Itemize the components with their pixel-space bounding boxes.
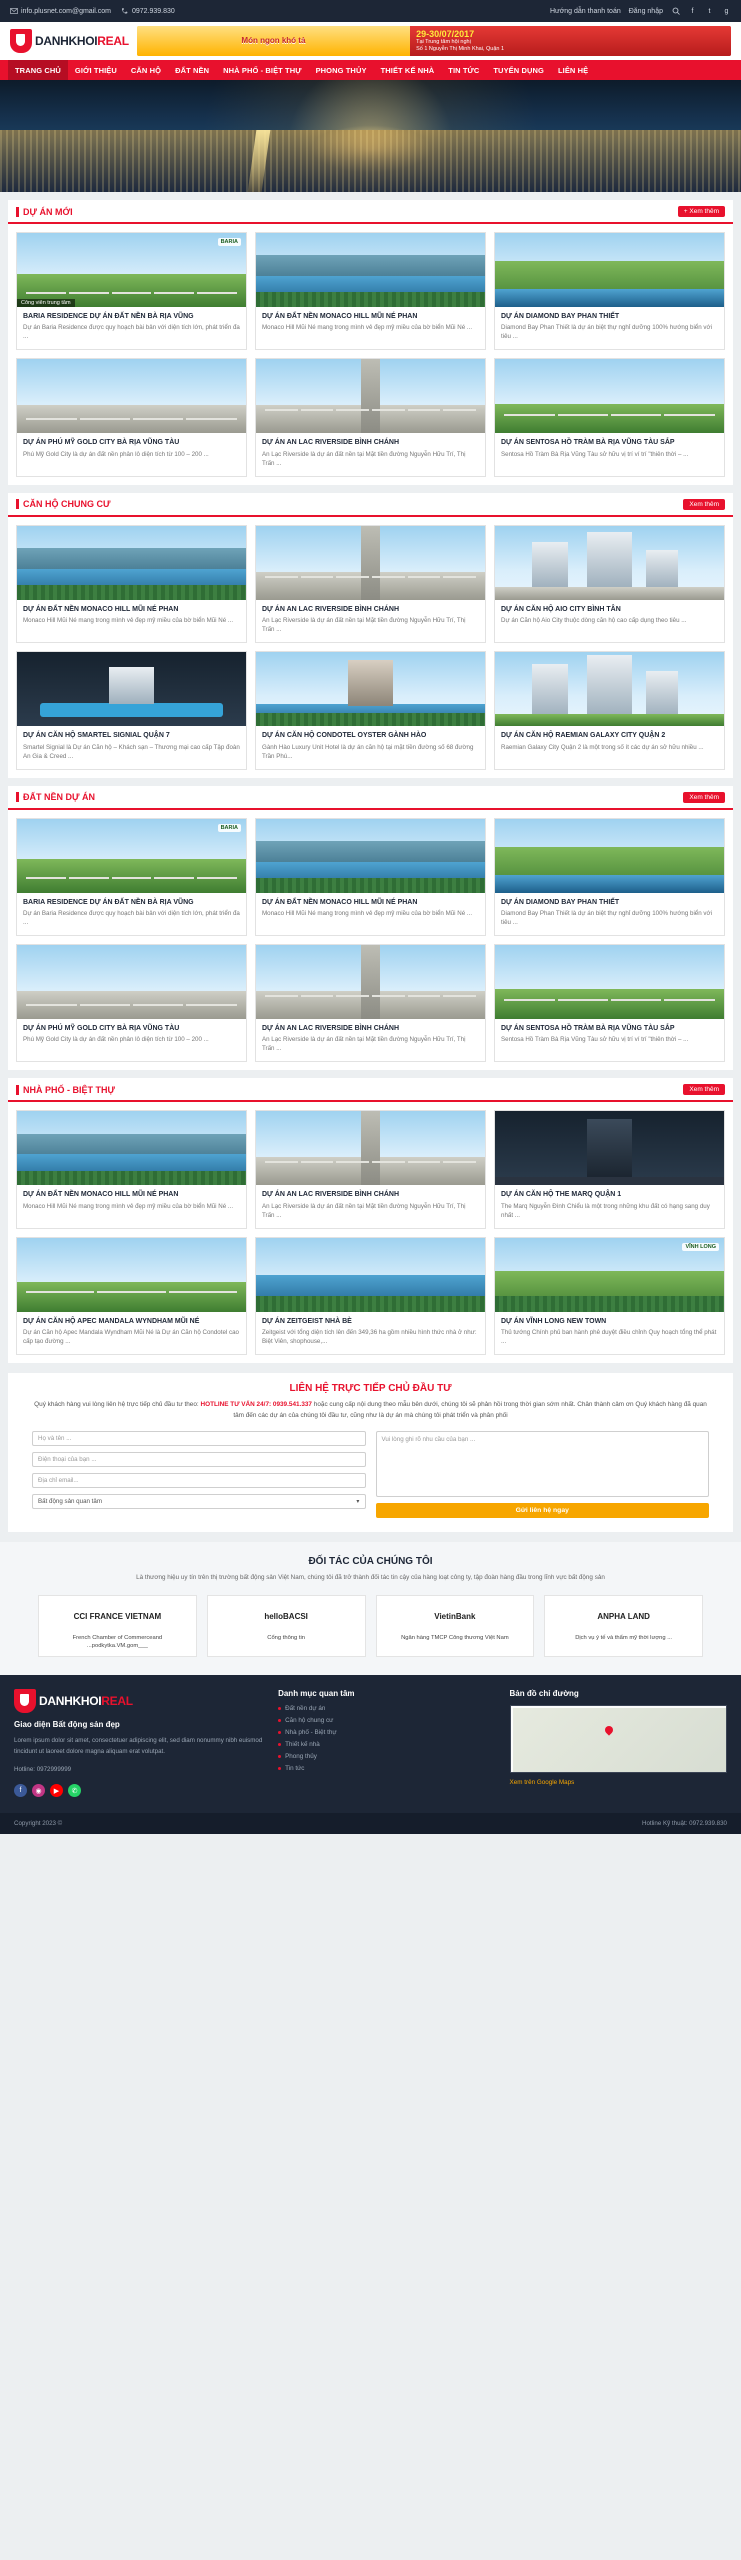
- footer-logo-primary: DANHKHOI: [39, 1694, 102, 1709]
- search-icon[interactable]: [671, 7, 680, 16]
- card-title[interactable]: DỰ ÁN PHÚ MỸ GOLD CITY BÀ RỊA VŨNG TÀU: [23, 439, 180, 447]
- footer-category-item[interactable]: [278, 1741, 495, 1748]
- card-image[interactable]: [17, 359, 246, 433]
- nav-item-8[interactable]: TUYỂN DỤNG: [493, 65, 544, 75]
- card-title[interactable]: DỰ ÁN DIAMOND BAY PHAN THIẾT: [501, 898, 620, 906]
- card-image-art: [256, 652, 485, 726]
- section-title: ĐẤT NỀN DỰ ÁN: [16, 792, 95, 802]
- card-image-art: [17, 1111, 246, 1185]
- card-image[interactable]: [256, 526, 485, 600]
- phone-icon: [121, 7, 129, 15]
- card-description: Dự án Căn hộ Aio City thuộc dòng căn hộ cao cấp dụng theo tiêu ...: [501, 617, 687, 625]
- header-banner-ad[interactable]: [137, 26, 731, 56]
- project-card[interactable]: [255, 944, 486, 1062]
- phone-contact[interactable]: [121, 7, 175, 15]
- card-description: Phú Mỹ Gold City là dự án đất nền phân lô diện tích từ 100 – 200 ...: [23, 1036, 209, 1044]
- card-description: Dự án Baria Residence được quy hoạch bài bản với diện tích lớn, phát triển đa ...: [23, 324, 240, 341]
- contact-lead-1: Quý khách hàng vui lòng liên hệ trực tiếp chủ đầu tư theo:: [34, 1401, 199, 1409]
- top-bar-right: [550, 7, 731, 16]
- card-image[interactable]: [495, 1111, 724, 1185]
- card-body: [17, 433, 246, 466]
- card-image-art: [495, 233, 724, 307]
- nav-item-3[interactable]: ĐẤT NỀN: [175, 65, 210, 75]
- card-body: [256, 600, 485, 642]
- footer-logo-text: [39, 1694, 133, 1708]
- card-title[interactable]: DỰ ÁN DIAMOND BAY PHAN THIẾT: [501, 313, 620, 320]
- card-image-art: [495, 359, 724, 433]
- card-image-art: [256, 1238, 485, 1312]
- partner-card[interactable]: [207, 1595, 366, 1658]
- section-title: CĂN HỘ CHUNG CƯ: [16, 499, 110, 509]
- interest-select[interactable]: [32, 1494, 366, 1509]
- section-more-button[interactable]: Xem thêm: [683, 1084, 725, 1095]
- card-body: [495, 1312, 724, 1354]
- card-title[interactable]: DỰ ÁN CĂN HỘ THE MARQ QUẬN 1: [501, 1191, 622, 1199]
- partner-name: Dịch vụ ý tế và thẩm mỹ thời lượng ...: [575, 1634, 673, 1641]
- card-description: An Lạc Riverside là dự án đất nền tại Mặt tiền đường Nguyễn Hữu Trí, Thị Trấn ...: [262, 1202, 466, 1219]
- card-title[interactable]: DỰ ÁN ĐẤT NỀN MONACO HILL MŨI NÉ PHAN: [262, 898, 418, 906]
- project-card[interactable]: [494, 358, 725, 476]
- project-card[interactable]: [255, 525, 486, 643]
- top-bar-left: [10, 7, 175, 15]
- support-hotline-text: Hotline Kỹ thuật: 0972.939.830: [642, 1820, 727, 1828]
- card-description: Monaco Hill Mũi Né mang trong mình vẻ đẹp mỹ miều của bờ biển Mũi Né ...: [23, 617, 234, 625]
- card-title[interactable]: DỰ ÁN VĨNH LONG NEW TOWN: [501, 1317, 607, 1325]
- card-image-art: [17, 359, 246, 433]
- card-body: [17, 1019, 246, 1052]
- footer-category-item[interactable]: [278, 1705, 495, 1712]
- site-header: [0, 22, 741, 60]
- card-body: [495, 1019, 724, 1052]
- card-body: [256, 1185, 485, 1227]
- card-title[interactable]: DỰ ÁN ZEITGEIST NHÀ BÈ: [262, 1317, 352, 1325]
- section-title: DỰ ÁN MỚI: [16, 207, 73, 217]
- project-card[interactable]: [494, 1110, 725, 1228]
- nav-item-2[interactable]: CĂN HỘ: [130, 65, 162, 75]
- image-brand-logo: BARIA: [218, 238, 241, 246]
- card-description: Monaco Hill Mũi Né mang trong mình vẻ đẹp mỹ miều của bờ biển Mũi Né ...: [23, 1202, 234, 1210]
- banner-ad-date: 29-30/07/2017: [416, 29, 475, 40]
- youtube-icon[interactable]: ▶: [50, 1784, 63, 1797]
- banner-ad-line2: Số 1 Nguyễn Thị Minh Khai, Quận 1: [416, 46, 505, 52]
- footer-categories-title: Danh mục quan tâm: [278, 1689, 355, 1699]
- card-body: [495, 600, 724, 633]
- card-body: [17, 726, 246, 768]
- card-image-art: [256, 233, 485, 307]
- footer-socials: [14, 1784, 264, 1797]
- card-title[interactable]: DỰ ÁN SENTOSA HỒ TRÀM BÀ RỊA VŨNG TÀU SẮP: [501, 439, 675, 447]
- mail-icon: [10, 7, 18, 15]
- project-card[interactable]: [16, 818, 247, 936]
- section-header: [8, 200, 733, 224]
- card-description: Diamond Bay Phan Thiết là dự án biệt thự nghỉ dưỡng 100% hướng biển với tiêu ...: [501, 910, 712, 927]
- card-image[interactable]: [256, 945, 485, 1019]
- partner-name: French Chamber of Commerceand ...podkytka.VM.gom___: [72, 1634, 163, 1649]
- card-title[interactable]: DỰ ÁN CĂN HỘ APEC MANDALA WYNDHAM MŨI NÉ: [23, 1317, 200, 1325]
- card-body: [495, 307, 724, 349]
- section-0: [8, 200, 733, 485]
- partners-section: [0, 1542, 741, 1676]
- project-card[interactable]: [16, 651, 247, 769]
- card-description: An Lạc Riverside là dự án đất nền tại Mặt tiền đường Nguyễn Hữu Trí, Thị Trấn ...: [262, 450, 466, 467]
- card-image-art: [495, 1111, 724, 1185]
- project-card[interactable]: [16, 1110, 247, 1228]
- card-body: [17, 307, 246, 349]
- project-card[interactable]: [494, 818, 725, 936]
- contact-section: [8, 1373, 733, 1532]
- footer-map[interactable]: [510, 1705, 727, 1773]
- partner-card[interactable]: [544, 1595, 703, 1658]
- partner-logo: helloBACSI: [264, 1612, 308, 1622]
- login-link[interactable]: Đăng nhập: [628, 7, 663, 15]
- email-text: info.plusnet.com@gmail.com: [21, 7, 111, 15]
- card-image-art: [17, 1238, 246, 1312]
- partner-logo: ANPHA LAND: [597, 1612, 650, 1622]
- card-description: Monaco Hill Mũi Né mang trong mình vẻ đẹp mỹ miều của bờ biển Mũi Né ...: [262, 910, 473, 918]
- card-image[interactable]: [17, 1238, 246, 1312]
- card-title[interactable]: DỰ ÁN AN LAC RIVERSIDE BÌNH CHÁNH: [262, 1025, 399, 1033]
- contact-lead-2: hoặc cung cấp nội dung theo mẫu bên dưới, chúng tôi sẽ phản hồi trong thời gian sớm nhất. Chân thành cảm ơn Quý khách hàng đã quan tâm đến các dự án của chúng tôi đầu tư, cũng như là dự án mà chúng tôi phát triển và phân phối: [233, 1401, 707, 1419]
- footer-map-col: [510, 1689, 727, 1797]
- card-title[interactable]: BARIA RESIDENCE DỰ ÁN ĐẤT NỀN BÀ RỊA VŨNG: [23, 898, 194, 906]
- logo-mark-icon: [10, 29, 32, 53]
- footer-category-item[interactable]: [278, 1765, 495, 1772]
- partner-logo: CCI FRANCE VIETNAM: [73, 1612, 162, 1622]
- card-title[interactable]: DỰ ÁN CĂN HỘ CONDOTEL OYSTER GÀNH HÀO: [262, 732, 427, 740]
- footer-logo-mark-icon: [14, 1689, 36, 1713]
- section-title: NHÀ PHỐ - BIỆT THỰ: [16, 1085, 115, 1095]
- main-nav: [0, 60, 741, 80]
- card-description: An Lạc Riverside là dự án đất nền tại Mặt tiền đường Nguyễn Hữu Trí, Thị Trấn ...: [262, 617, 466, 634]
- partner-card[interactable]: [38, 1595, 197, 1658]
- footer-category-list: [278, 1705, 495, 1772]
- nav-item-9[interactable]: LIÊN HỆ: [557, 65, 589, 75]
- card-image[interactable]: [17, 819, 246, 893]
- card-description: Sentosa Hồ Tràm Bà Rịa Vũng Tàu sở hữu vị trí ví trí "thiên thời – ...: [501, 1036, 689, 1044]
- card-body: [256, 433, 485, 475]
- nav-item-6[interactable]: THIẾT KẾ NHÀ: [380, 65, 435, 75]
- partners-list: [8, 1595, 733, 1658]
- image-caption-badge: Công viên trung tâm: [17, 299, 75, 307]
- card-grid: [8, 1102, 733, 1355]
- card-title[interactable]: DỰ ÁN ĐẤT NỀN MONACO HILL MŨI NÉ PHAN: [23, 1191, 179, 1199]
- project-card[interactable]: [16, 525, 247, 643]
- banner-ad-right: [410, 26, 731, 56]
- card-image[interactable]: [256, 819, 485, 893]
- project-card[interactable]: [255, 651, 486, 769]
- card-title[interactable]: DỰ ÁN CĂN HỘ SMARTEL SIGNIAL QUẬN 7: [23, 732, 170, 740]
- card-body: [495, 1185, 724, 1227]
- card-description: Phú Mỹ Gold City là dự án đất nền phân lô diện tích từ 100 – 200 ...: [23, 450, 209, 458]
- instagram-icon[interactable]: ◉: [32, 1784, 45, 1797]
- card-image[interactable]: [17, 233, 246, 307]
- card-image[interactable]: [495, 819, 724, 893]
- card-description: Dự án Căn hộ Apec Mandala Wyndham Mũi Né là Dự án Căn hộ Condotel cao cấp tạo đường ...: [23, 1329, 239, 1346]
- banner-ad-left-text: Món ngon khó tả: [241, 35, 306, 45]
- payment-guide-link[interactable]: Hướng dẫn thanh toán: [549, 7, 621, 15]
- card-description: An Lạc Riverside là dự án đất nền tại Mặt tiền đường Nguyễn Hữu Trí, Thị Trấn ...: [262, 1036, 466, 1053]
- card-body: [17, 1185, 246, 1218]
- footer-map-title: Bản đồ chỉ đường: [509, 1689, 579, 1699]
- submit-button[interactable]: Gửi liên hệ ngay: [376, 1503, 710, 1518]
- section-more-button[interactable]: + Xem thêm: [678, 206, 725, 217]
- card-body: [256, 893, 485, 926]
- project-card[interactable]: [494, 944, 725, 1062]
- zalo-icon[interactable]: ✆: [68, 1784, 81, 1797]
- card-image-art: [495, 945, 724, 1019]
- project-card[interactable]: [255, 232, 486, 350]
- project-card[interactable]: [16, 232, 247, 350]
- card-body: [495, 433, 724, 466]
- project-card[interactable]: [494, 232, 725, 350]
- card-title[interactable]: DỰ ÁN ĐẤT NỀN MONACO HILL MŨI NÉ PHAN: [262, 313, 418, 320]
- section-more-button[interactable]: Xem thêm: [683, 499, 725, 510]
- footer-tagline: Giao diện Bất động sản đẹp: [14, 1720, 120, 1730]
- card-image[interactable]: [495, 526, 724, 600]
- nav-item-4[interactable]: NHÀ PHỐ - BIỆT THỰ: [223, 65, 302, 75]
- card-title[interactable]: DỰ ÁN SENTOSA HỒ TRÀM BÀ RỊA VŨNG TÀU SẮP: [501, 1025, 675, 1033]
- site-footer: [0, 1675, 741, 1813]
- banner-ad-line1: Tại Trung tâm hội nghị: [416, 39, 471, 46]
- footer-about-col: [14, 1689, 264, 1797]
- nav-item-5[interactable]: PHONG THỦY: [315, 65, 367, 75]
- card-description: Smartel Signial là Dự án Căn hộ – Khách sạn – Thương mại cao cấp Tập đoàn An Gia & Creed ...: [23, 743, 240, 760]
- card-image-art: [17, 652, 246, 726]
- contact-form-right: [376, 1431, 710, 1518]
- card-body: [256, 1312, 485, 1354]
- chevron-down-icon: ▾: [356, 1497, 360, 1505]
- card-description: Monaco Hill Mũi Né mang trong mình vẻ đẹp mỹ miều của bờ biển Mũi Né ...: [262, 324, 473, 332]
- card-title[interactable]: BARIA RESIDENCE DỰ ÁN ĐẤT NỀN BÀ RỊA VŨNG: [23, 313, 194, 320]
- card-image-art: [17, 526, 246, 600]
- card-image[interactable]: [256, 359, 485, 433]
- facebook-icon[interactable]: f: [14, 1784, 27, 1797]
- map-pin-icon: [604, 1725, 615, 1736]
- image-brand-logo: VĨNH LONG: [682, 1243, 719, 1251]
- card-image[interactable]: [495, 1238, 724, 1312]
- card-image[interactable]: [17, 945, 246, 1019]
- card-image[interactable]: [256, 652, 485, 726]
- email-contact[interactable]: [10, 7, 111, 15]
- card-image[interactable]: [495, 945, 724, 1019]
- card-description: Gành Hào Luxury Unit Hotel là dự án căn hộ tại mặt tiền đường số 68 đường Trần Phú...: [262, 743, 474, 760]
- footer-hotline[interactable]: Hotline: 0972999999: [14, 1765, 72, 1773]
- footer-categories-col: [278, 1689, 495, 1797]
- name-input[interactable]: Họ và tên ...: [32, 1431, 366, 1446]
- footer-category-label: Phong thủy: [285, 1753, 317, 1761]
- top-bar: [0, 0, 741, 22]
- logo-text-secondary: REAL: [97, 34, 129, 48]
- project-card[interactable]: [494, 525, 725, 643]
- project-card[interactable]: [255, 1110, 486, 1228]
- card-image[interactable]: [17, 652, 246, 726]
- card-body: [256, 307, 485, 340]
- footer-logo-secondary: REAL: [101, 1694, 133, 1709]
- card-description: Zeitgeist với tổng diện tích lên đến 349,36 ha gồm nhiều hình thức nhà ở như: Biệt Viên, shophouse,...: [262, 1329, 477, 1346]
- card-title[interactable]: DỰ ÁN ĐẤT NỀN MONACO HILL MŨI NÉ PHAN: [23, 605, 179, 613]
- card-body: [256, 1019, 485, 1061]
- image-brand-logo: BARIA: [218, 824, 241, 832]
- card-image[interactable]: [256, 233, 485, 307]
- card-body: [495, 893, 724, 935]
- contact-hotline[interactable]: HOTLINE TƯ VẤN 24/7: 0939.541.337: [200, 1401, 312, 1409]
- card-description: The Marq Nguyễn Đình Chiểu là một trong những khu đất có hạng sang duy nhất ...: [501, 1202, 710, 1219]
- card-description: Diamond Bay Phan Thiết là dự án biệt thự nghỉ dưỡng 100% hướng biển với tiêu ...: [501, 324, 712, 341]
- email-input[interactable]: Địa chỉ email...: [32, 1473, 366, 1488]
- footer-about-text: Lorem ipsum dolor sit amet, consectetuer adipiscing elit, sed diam nonummy nibh euismod tincidunt ut laoreet dolore magna aliquam erat volutpat.: [14, 1737, 263, 1755]
- card-image[interactable]: [495, 652, 724, 726]
- banner-ad-left: [137, 26, 410, 56]
- card-image-art: [256, 359, 485, 433]
- facebook-icon[interactable]: f: [691, 7, 694, 15]
- card-image-art: [495, 819, 724, 893]
- card-description: Sentosa Hồ Tràm Bà Rịa Vũng Tàu sở hữu vị trí ví trí "thiên thời – ...: [501, 450, 689, 458]
- google-plus-icon[interactable]: g: [724, 7, 729, 15]
- project-card[interactable]: [16, 1237, 247, 1355]
- project-card[interactable]: [16, 358, 247, 476]
- card-grid: [8, 517, 733, 770]
- copyright-text: Copyright 2023 ©: [14, 1820, 63, 1828]
- section-3: [8, 1078, 733, 1363]
- contact-form: [18, 1431, 723, 1518]
- hero-banner: [0, 80, 741, 192]
- project-card[interactable]: [255, 818, 486, 936]
- nav-item-7[interactable]: TIN TỨC: [448, 65, 480, 75]
- footer-category-label: Căn hộ chung cư: [285, 1717, 334, 1725]
- card-grid: [8, 810, 733, 1063]
- google-maps-link[interactable]: Xem trên Google Maps: [509, 1779, 575, 1787]
- section-more-button[interactable]: Xem thêm: [683, 792, 725, 803]
- partner-name: Ngân hàng TMCP Công thương Việt Nam: [401, 1634, 509, 1641]
- card-body: [17, 893, 246, 935]
- section-header: [8, 786, 733, 810]
- card-image[interactable]: [17, 526, 246, 600]
- partners-subtitle: Là thương hiệu uy tín trên thị trường bất động sản Việt Nam, chúng tôi đã trở thành đối tác tin cậy của hàng loạt công ty, tập đoàn hàng đầu trong lĩnh vực bất động sản: [136, 1573, 605, 1581]
- card-image[interactable]: [17, 1111, 246, 1185]
- card-title[interactable]: DỰ ÁN CĂN HỘ AIO CITY BÌNH TÂN: [501, 605, 621, 613]
- card-title[interactable]: DỰ ÁN CĂN HỘ RAEMIAN GALAXY CITY QUẬN 2: [501, 732, 666, 740]
- card-description: Thủ tướng Chính phủ ban hành phê duyệt điều chỉnh Quy hoạch tổng thể phát ...: [501, 1329, 717, 1346]
- message-textarea[interactable]: Vui lòng ghi rõ nhu cầu của bạn ...: [376, 1431, 710, 1497]
- footer-category-item[interactable]: [278, 1729, 495, 1736]
- card-image-art: [17, 233, 246, 307]
- phone-text: 0972.939.830: [131, 7, 175, 15]
- project-card[interactable]: [255, 1237, 486, 1355]
- card-grid: [8, 224, 733, 477]
- footer-category-label: Đất nền dự án: [285, 1705, 326, 1713]
- footer-category-label: Thiết kế nhà: [285, 1741, 320, 1749]
- nav-item-0[interactable]: TRANG CHỦ: [8, 60, 68, 80]
- card-title[interactable]: DỰ ÁN AN LAC RIVERSIDE BÌNH CHÁNH: [262, 605, 399, 613]
- phone-input[interactable]: Điện thoại của bạn ...: [32, 1452, 366, 1467]
- card-body: [256, 726, 485, 768]
- section-header: [8, 1078, 733, 1102]
- card-image-art: [256, 1111, 485, 1185]
- card-image-art: [256, 526, 485, 600]
- partner-name: Cổng thông tin: [267, 1634, 305, 1641]
- card-title[interactable]: DỰ ÁN AN LAC RIVERSIDE BÌNH CHÁNH: [262, 1191, 399, 1199]
- card-image[interactable]: [495, 359, 724, 433]
- partner-card[interactable]: [376, 1595, 535, 1658]
- logo-text: [35, 34, 129, 48]
- card-image[interactable]: [256, 1238, 485, 1312]
- card-image-art: [495, 652, 724, 726]
- project-card[interactable]: [16, 944, 247, 1062]
- card-image-art: [17, 819, 246, 893]
- section-header: [8, 493, 733, 517]
- card-description: Dự án Baria Residence được quy hoạch bài bản với diện tích lớn, phát triển đa ...: [23, 910, 240, 927]
- nav-item-1[interactable]: GIỚI THIỆU: [74, 65, 117, 75]
- twitter-icon[interactable]: t: [708, 7, 711, 15]
- partner-logo: VietinBank: [434, 1612, 476, 1622]
- logo-text-primary: DANHKHOI: [35, 34, 98, 48]
- card-title[interactable]: DỰ ÁN AN LAC RIVERSIDE BÌNH CHÁNH: [262, 439, 399, 447]
- card-body: [17, 1312, 246, 1354]
- card-image[interactable]: [256, 1111, 485, 1185]
- copyright-bar: [0, 1813, 741, 1834]
- project-card[interactable]: [494, 1237, 725, 1355]
- interest-select-value: Bất động sản quan tâm: [38, 1497, 102, 1505]
- footer-category-item[interactable]: [278, 1753, 495, 1760]
- footer-category-label: Nhà phố - Biệt thự: [285, 1729, 337, 1737]
- content-sections: [0, 200, 741, 1363]
- hero-cityscape: [0, 130, 741, 192]
- footer-logo[interactable]: [14, 1689, 264, 1713]
- card-image[interactable]: [495, 233, 724, 307]
- card-title[interactable]: DỰ ÁN PHÚ MỸ GOLD CITY BÀ RỊA VŨNG TÀU: [23, 1025, 180, 1033]
- site-logo[interactable]: [10, 29, 129, 53]
- card-image-art: [256, 819, 485, 893]
- card-image-art: [17, 945, 246, 1019]
- section-1: [8, 493, 733, 778]
- card-description: Raemian Galaxy City Quận 2 là một trong số ít các dự án sở hữu nhiều ...: [501, 743, 704, 751]
- footer-category-item[interactable]: [278, 1717, 495, 1724]
- footer-category-label: Tin tức: [285, 1765, 305, 1773]
- card-body: [17, 600, 246, 633]
- contact-lead: [32, 1400, 709, 1421]
- card-image-art: [495, 526, 724, 600]
- card-image-art: [256, 945, 485, 1019]
- project-card[interactable]: [255, 358, 486, 476]
- contact-title: LIÊN HỆ TRỰC TIẾP CHỦ ĐẦU TƯ: [289, 1383, 452, 1395]
- card-body: [495, 726, 724, 759]
- contact-form-left: [32, 1431, 366, 1518]
- partners-title: ĐỐI TÁC CỦA CHÚNG TÔI: [308, 1555, 433, 1567]
- section-2: [8, 786, 733, 1071]
- project-card[interactable]: [494, 651, 725, 769]
